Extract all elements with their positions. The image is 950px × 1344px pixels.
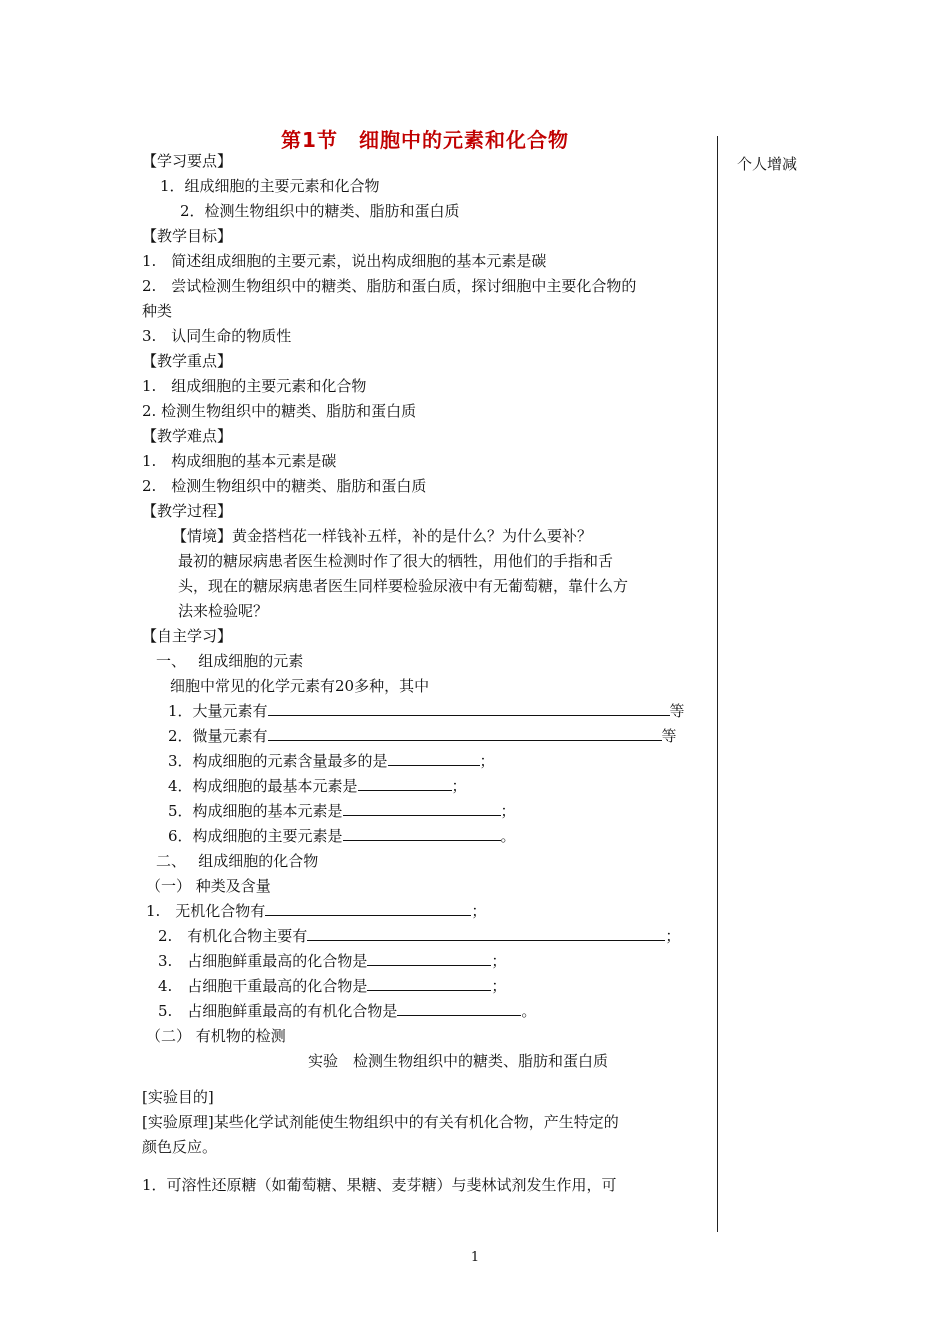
question-text: 3. 占细胞鲜重最高的化合物是 xyxy=(158,952,368,970)
question-suffix: ； xyxy=(451,777,467,795)
fill-blank-line xyxy=(168,751,495,771)
question-suffix: 。 xyxy=(500,827,516,845)
answer-blank[interactable] xyxy=(307,926,665,941)
experiment-title: 实验 检测生物组织中的糖类、脂肪和蛋白质 xyxy=(308,1052,609,1070)
question-text: 5. 占细胞鲜重最高的有机化合物是 xyxy=(158,1002,398,1020)
fill-blank-line xyxy=(158,926,680,946)
question-suffix: ； xyxy=(665,927,681,945)
text-line: 头，现在的糖尿病患者医生同样要检验尿液中有无葡萄糖，靠什么方 xyxy=(178,577,629,595)
fill-blank-line xyxy=(158,1001,536,1021)
question-suffix: ； xyxy=(500,802,516,820)
answer-blank[interactable] xyxy=(367,951,491,966)
fill-blank-line xyxy=(158,951,506,971)
answer-blank[interactable] xyxy=(268,701,670,716)
page-number: 1 xyxy=(470,1250,480,1265)
question-text: 4. 占细胞干重最高的化合物是 xyxy=(158,977,368,995)
fill-blank-line xyxy=(168,826,516,846)
text-line: 1. 组成细胞的主要元素和化合物 xyxy=(142,377,367,395)
heading-teaching-difficulty: 【教学难点】 xyxy=(142,427,233,445)
text-line: 1. 简述组成细胞的主要元素，说出构成细胞的基本元素是碳 xyxy=(142,252,547,270)
text-line: 种类 xyxy=(142,302,173,320)
answer-blank[interactable] xyxy=(268,726,662,741)
answer-blank[interactable] xyxy=(343,801,501,816)
answer-blank[interactable] xyxy=(343,826,501,841)
question-text: 1．大量元素有 xyxy=(168,702,268,720)
heading-teaching-focus: 【教学重点】 xyxy=(142,352,233,370)
text-line: 2. 尝试检测生物组织中的糖类、脂肪和蛋白质，探讨细胞中主要化合物的 xyxy=(142,277,637,295)
text-line: 3. 认同生命的物质性 xyxy=(142,327,292,345)
text-line: 颜色反应。 xyxy=(142,1138,218,1156)
heading-teaching-process: 【教学过程】 xyxy=(142,502,233,520)
question-suffix: ； xyxy=(471,902,487,920)
text-line: 细胞中常见的化学元素有20多种，其中 xyxy=(170,677,430,695)
text-line: 【情境】黄金搭档花一样钱补五样，补的是什么？为什么要补？ xyxy=(172,527,593,545)
fill-blank-line xyxy=(168,801,516,821)
answer-blank[interactable] xyxy=(397,1001,521,1016)
experiment-principle: [实验原理]某些化学试剂能使生物组织中的有关有机化合物，产生特定的 xyxy=(142,1113,619,1131)
experiment-purpose: [实验目的] xyxy=(142,1088,214,1106)
text-line: 1. 构成细胞的基本元素是碳 xyxy=(142,452,337,470)
answer-blank[interactable] xyxy=(388,751,480,766)
answer-blank[interactable] xyxy=(358,776,452,791)
question-text: 2．微量元素有 xyxy=(168,727,268,745)
text-line: 法来检验呢？ xyxy=(178,602,269,620)
heading-study-points: 【学习要点】 xyxy=(142,152,233,170)
subsection-heading: （一） 种类及含量 xyxy=(146,877,271,895)
fill-blank-line xyxy=(168,776,467,796)
question-suffix: ； xyxy=(491,952,507,970)
heading-self-study: 【自主学习】 xyxy=(142,627,233,645)
question-text: 6．构成细胞的主要元素是 xyxy=(168,827,343,845)
answer-blank[interactable] xyxy=(367,976,491,991)
text-line: 1．组成细胞的主要元素和化合物 xyxy=(160,177,380,195)
fill-blank-line xyxy=(168,701,685,721)
side-note: 个人增减 xyxy=(737,155,798,173)
margin-divider xyxy=(717,136,718,1232)
text-line: 2. 检测生物组织中的糖类、脂肪和蛋白质 xyxy=(142,402,417,420)
text-line: 2. 检测生物组织中的糖类、脂肪和蛋白质 xyxy=(142,477,427,495)
question-text: 5．构成细胞的基本元素是 xyxy=(168,802,343,820)
question-text: 2. 有机化合物主要有 xyxy=(158,927,308,945)
question-text: 3．构成细胞的元素含量最多的是 xyxy=(168,752,388,770)
heading-teaching-goals: 【教学目标】 xyxy=(142,227,233,245)
fill-blank-line xyxy=(158,976,506,996)
subsection-heading: （二） 有机物的检测 xyxy=(146,1027,286,1045)
section-heading: 一、 组成细胞的元素 xyxy=(156,652,304,670)
question-suffix: 等 xyxy=(669,702,685,720)
question-text: 4．构成细胞的最基本元素是 xyxy=(168,777,358,795)
question-suffix: ； xyxy=(479,752,495,770)
question-text: 1. 无机化合物有 xyxy=(146,902,266,920)
fill-blank-line xyxy=(146,901,486,921)
question-suffix: 等 xyxy=(661,727,677,745)
section-heading: 二、 组成细胞的化合物 xyxy=(156,852,319,870)
answer-blank[interactable] xyxy=(265,901,471,916)
question-suffix: ； xyxy=(491,977,507,995)
text-line: 2．检测生物组织中的糖类、脂肪和蛋白质 xyxy=(180,202,460,220)
text-line: 1．可溶性还原糖（如葡萄糖、果糖、麦芽糖）与斐林试剂发生作用，可 xyxy=(142,1176,617,1194)
page-title: 第1节 细胞中的元素和化合物 xyxy=(281,128,569,152)
question-suffix: 。 xyxy=(521,1002,537,1020)
fill-blank-line xyxy=(168,726,677,746)
text-line: 最初的糖尿病患者医生检测时作了很大的牺牲，用他们的手指和舌 xyxy=(178,552,614,570)
